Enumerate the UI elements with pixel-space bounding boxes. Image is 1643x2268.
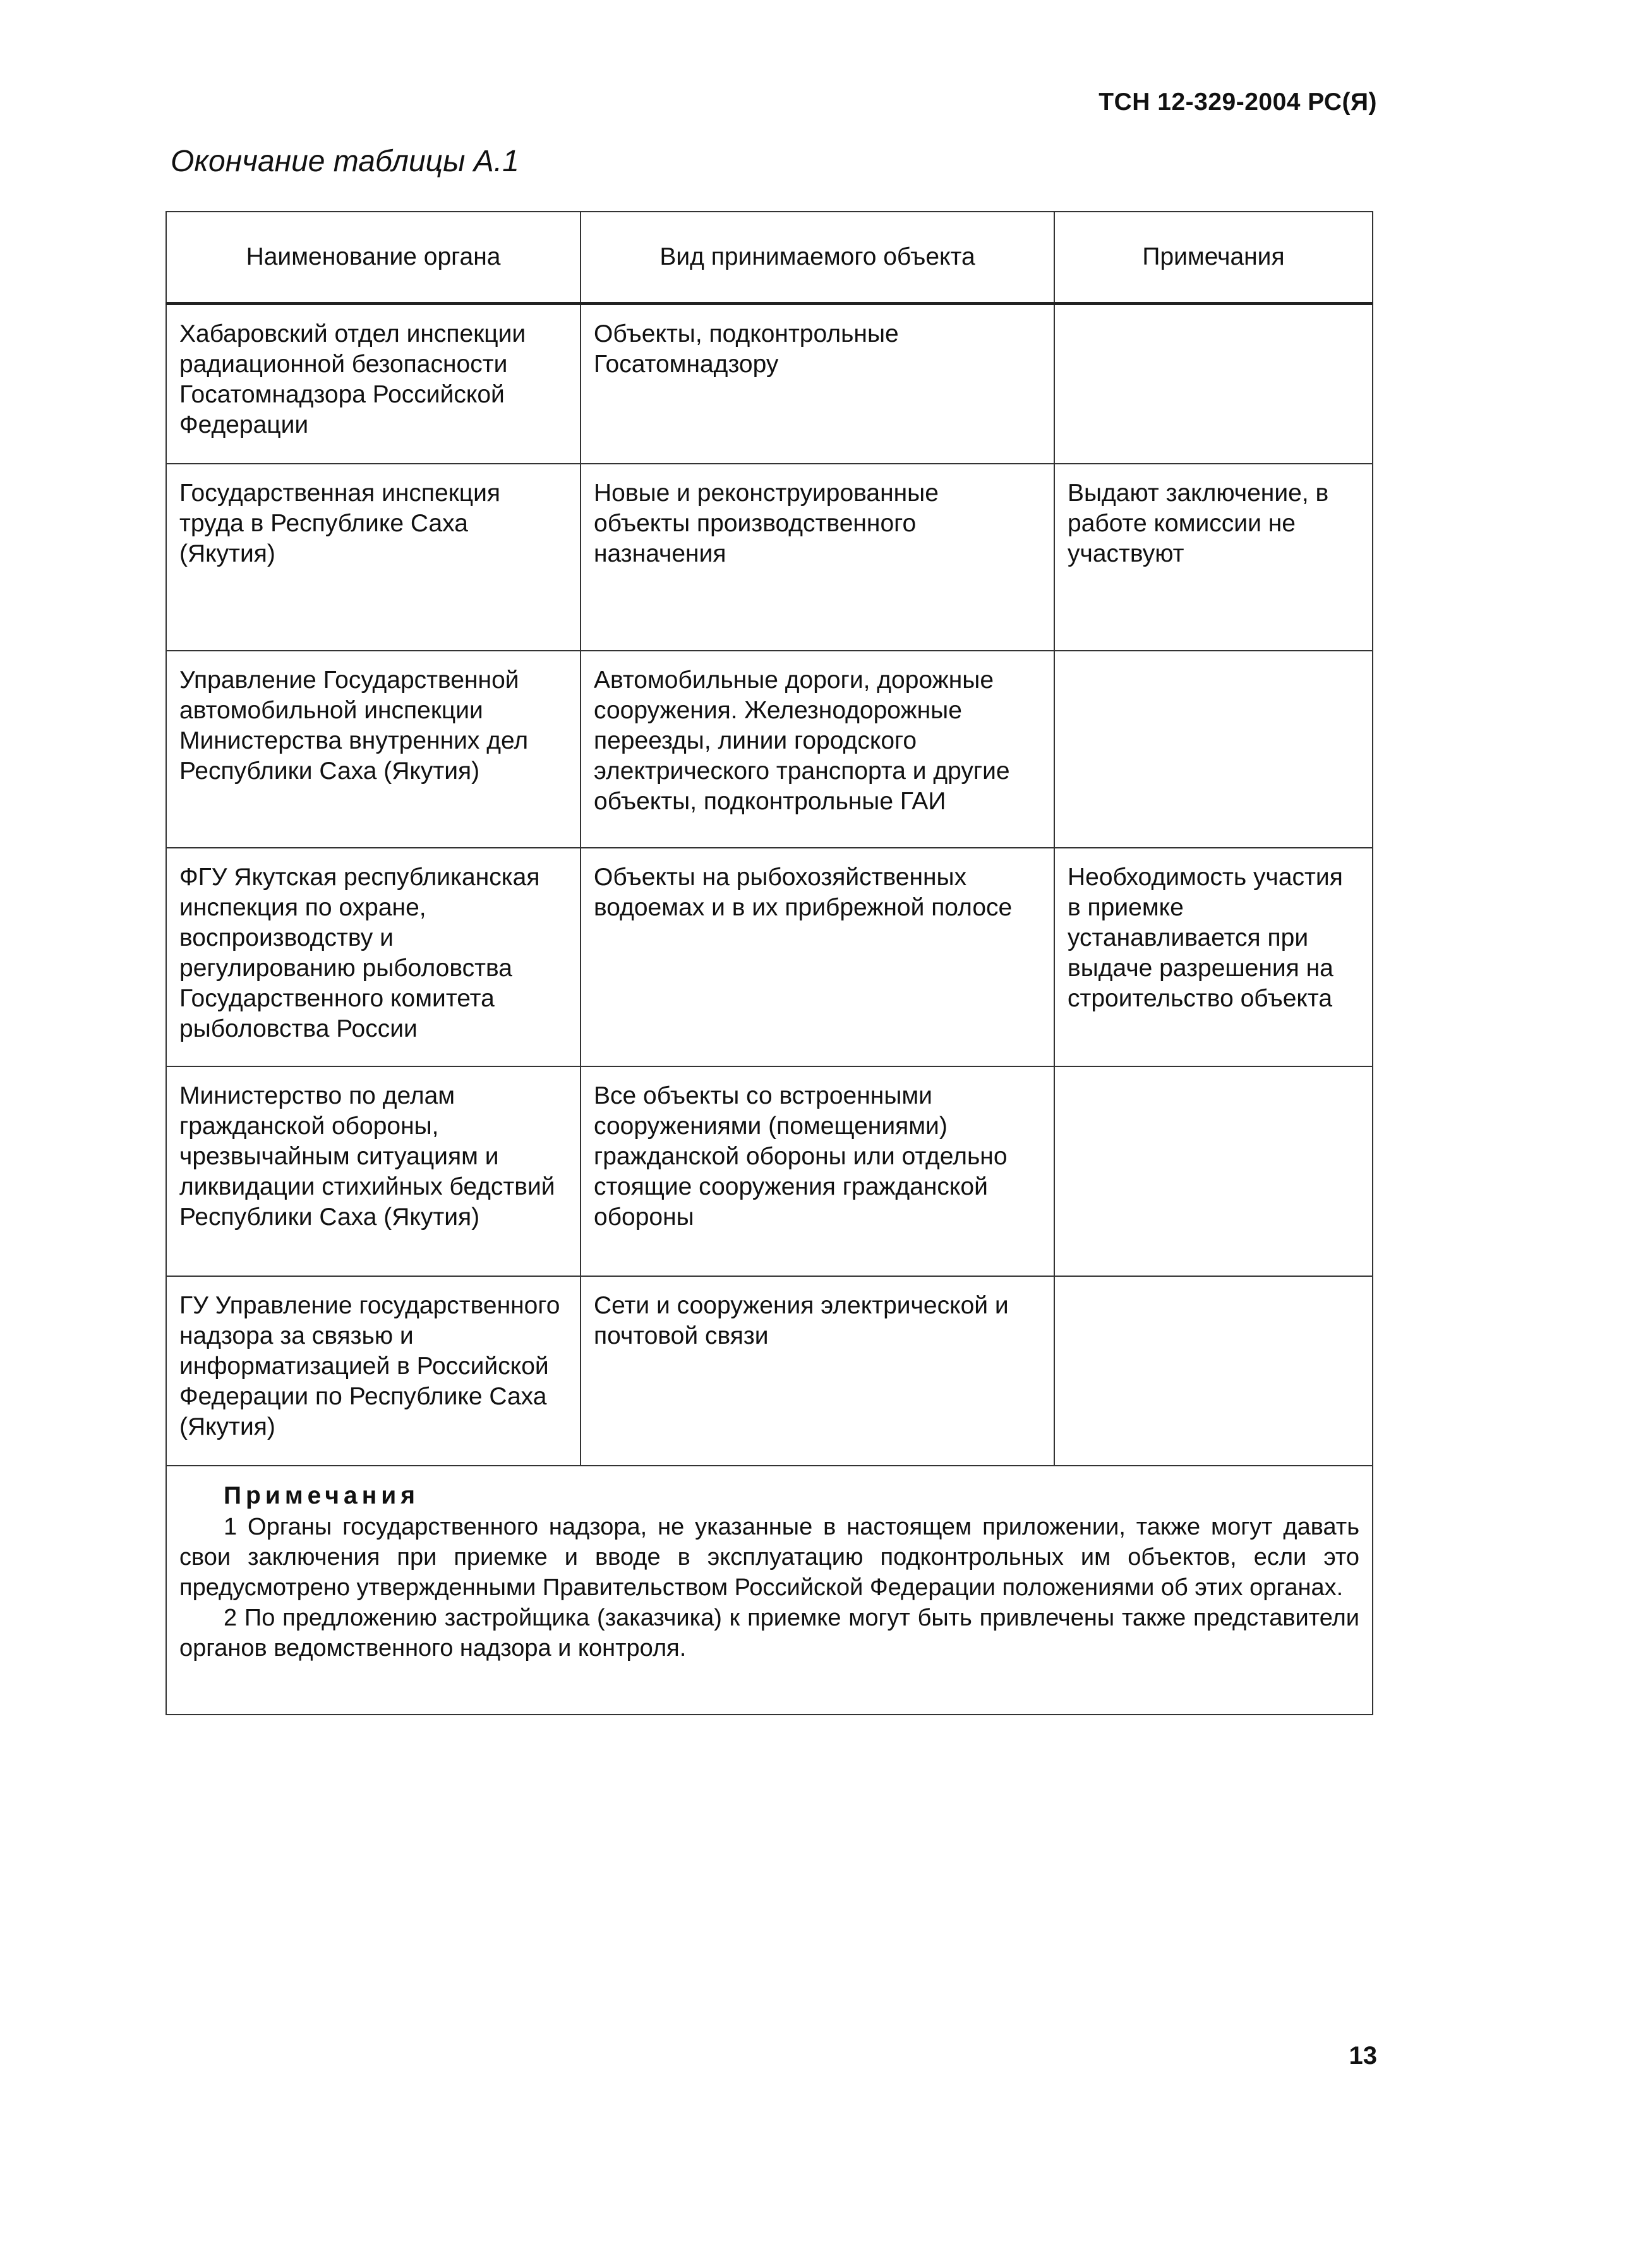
page-number: 13	[1349, 2042, 1377, 2070]
cell-organ: Министерство по делам гражданской обороны, чрезвычайным ситуациям и ликвидации стихийных бедствий Республики Саха (Якутия)	[166, 1066, 581, 1276]
cell-object: Объекты, подконтрольные Госатомнадзору	[581, 304, 1054, 464]
note-item: 1 Органы государственного надзора, не указанные в настоящем приложении, также могут давать свои заключения при приемке и вводе в эксплуатацию подконтрольных им объектов, если это предусмотрено утвержденными Правительством Российской Федерации положениями об этих органах.	[179, 1514, 1359, 1601]
cell-object: Новые и реконструированные объекты производственного назначения	[581, 464, 1054, 651]
column-header-object: Вид принимаемого объекта	[581, 212, 1054, 304]
notes-title: Примечания	[224, 1482, 420, 1509]
table-row	[166, 304, 1373, 464]
column-header-organ: Наименование органа	[166, 212, 581, 304]
cell-note: Необходимость участия в приемке устанавливается при выдаче разрешения на строительство объекта	[1054, 848, 1373, 1066]
table-row	[166, 651, 1373, 848]
cell-object: Автомобильные дороги, дорожные сооружения. Железнодорожные переезды, линии городского электрического транспорта и другие объекты, подконтрольные ГАИ	[581, 651, 1054, 848]
column-header-notes: Примечания	[1054, 212, 1373, 304]
cell-object: Сети и сооружения электрической и почтовой связи	[581, 1276, 1054, 1466]
notes-cell	[166, 1466, 1373, 1715]
cell-organ: ФГУ Якутская республиканская инспекция по охране, воспроизводству и регулированию рыболовства Государственного комитета рыболовства России	[166, 848, 581, 1066]
document-code: ТСН 12-329-2004 РС(Я)	[1098, 88, 1377, 116]
cell-object: Все объекты со встроенными сооружениями (помещениями) гражданской обороны или отдельно стоящие сооружения гражданской обороны	[581, 1066, 1054, 1276]
cell-organ: ГУ Управление государственного надзора за связью и информатизацией в Российской Федерации по Республике Саха (Якутия)	[166, 1276, 581, 1466]
table-header-row	[166, 212, 1373, 304]
approval-authorities-table	[166, 211, 1372, 1715]
cell-note	[1054, 1066, 1373, 1276]
table-row	[166, 1066, 1373, 1276]
cell-note	[1054, 651, 1373, 848]
table-row	[166, 464, 1373, 651]
note-item: 2 По предложению застройщика (заказчика) к приемке могут быть привлечены также представители органов ведомственного надзора и контроля.	[179, 1605, 1359, 1662]
notes-row	[166, 1466, 1373, 1715]
table-caption: Окончание таблицы А.1	[171, 145, 519, 178]
cell-note: Выдают заключение, в работе комиссии не участвуют	[1054, 464, 1373, 651]
cell-object: Объекты на рыбохозяйственных водоемах и в их прибрежной полосе	[581, 848, 1054, 1066]
table-row	[166, 848, 1373, 1066]
cell-organ: Государственная инспекция труда в Республике Саха (Якутия)	[166, 464, 581, 651]
cell-organ: Хабаровский отдел инспекции радиационной безопасности Госатомнадзора Российской Федерации	[166, 304, 581, 464]
cell-organ: Управление Государственной автомобильной инспекции Министерства внутренних дел Республики Саха (Якутия)	[166, 651, 581, 848]
cell-note	[1054, 304, 1373, 464]
cell-note	[1054, 1276, 1373, 1466]
table	[166, 211, 1373, 1715]
table-row	[166, 1276, 1373, 1466]
